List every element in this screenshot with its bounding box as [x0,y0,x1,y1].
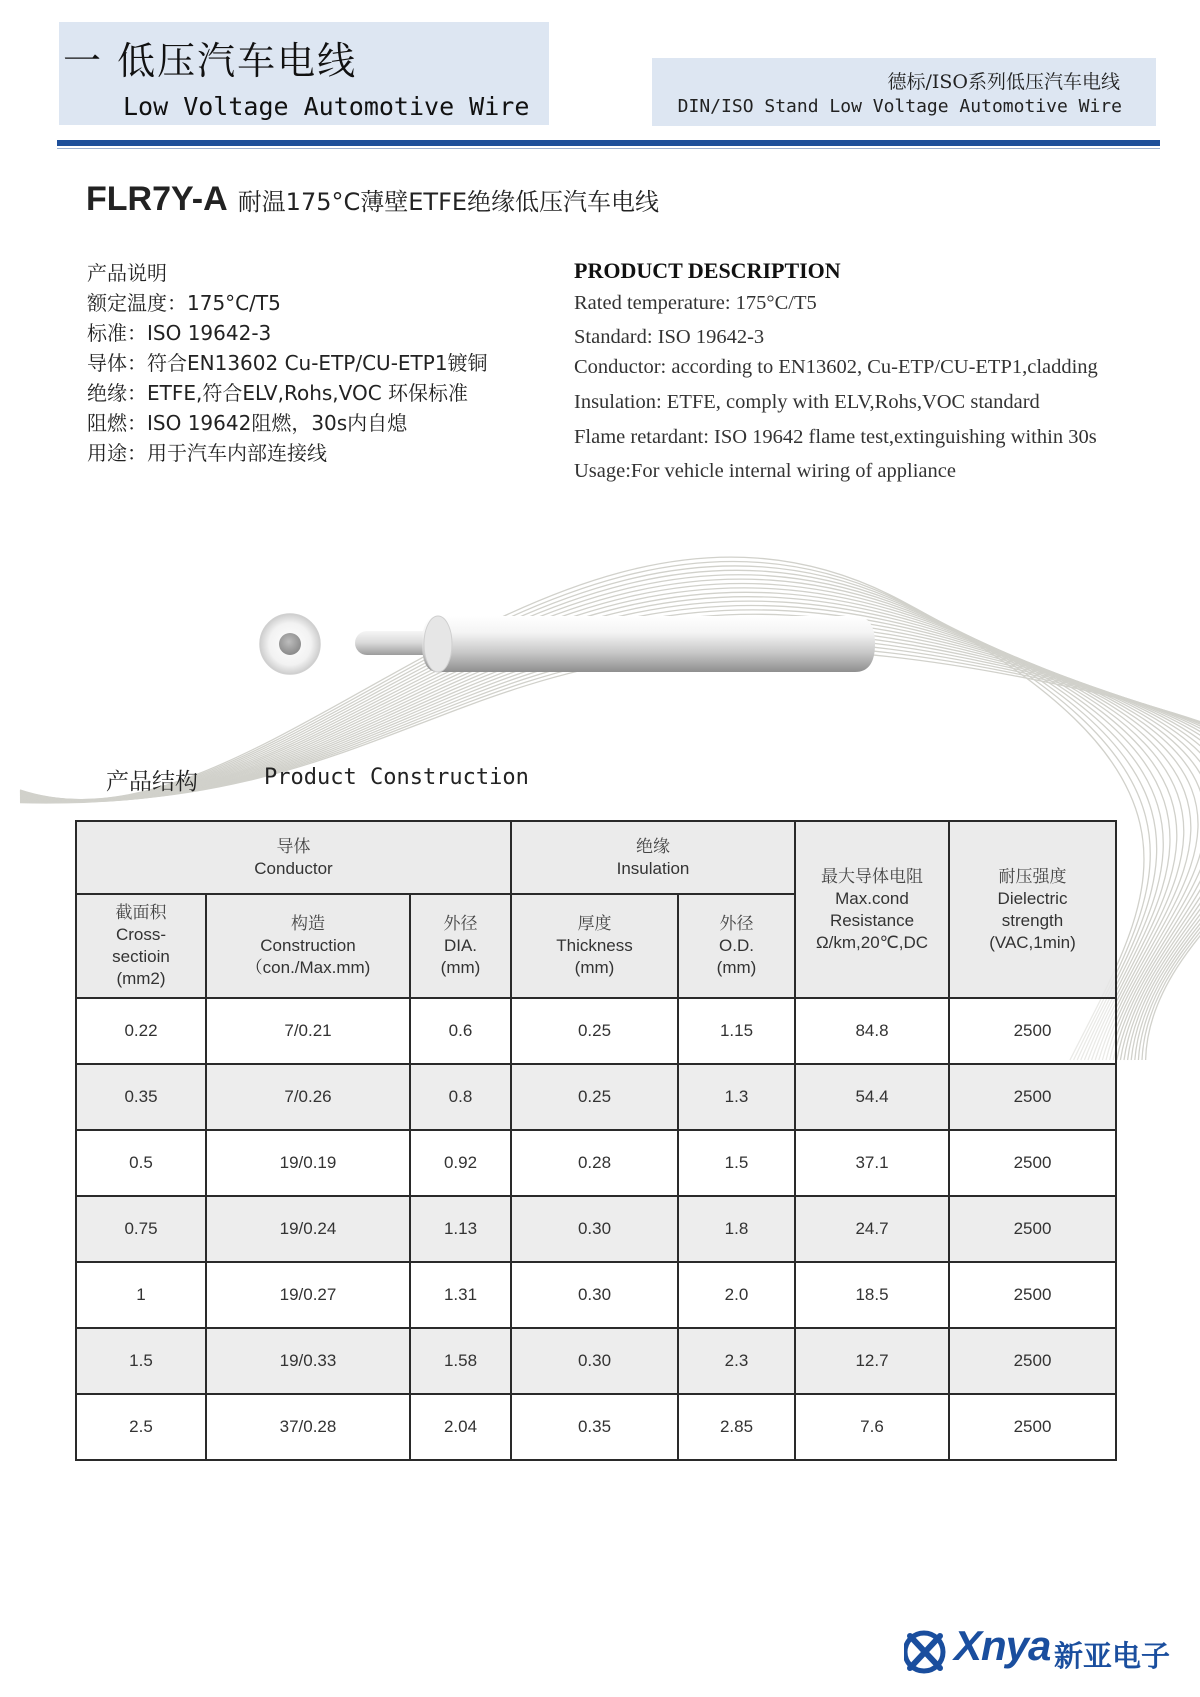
table-cell: 0.8 [410,1064,511,1130]
table-cell: 19/0.27 [206,1262,410,1328]
header-group-insulation-en: Insulation [616,858,690,878]
brand-name-en: Xnya [954,1622,1051,1669]
table-cell: 1.5 [76,1328,206,1394]
table-cell: 2500 [949,1328,1116,1394]
brand-name-cn: 新亚电子 [1054,1639,1171,1673]
description-cn-line: 用途：用于汽车内部连接线 [87,441,327,465]
table-cell: 19/0.24 [206,1196,410,1262]
description-cn-line: 标准：ISO 19642-3 [87,321,272,345]
table-row [76,1130,1116,1196]
table-cell: 1.13 [410,1196,511,1262]
header-dia [410,894,511,998]
table-cell: 2500 [949,998,1116,1064]
table-cell: 18.5 [795,1262,949,1328]
table-cell: 7.6 [795,1394,949,1460]
table-cell: 7/0.21 [206,998,410,1064]
description-en-heading: PRODUCT DESCRIPTION [574,258,841,283]
table-row [76,998,1116,1064]
product-title [86,180,659,219]
table-row [76,1196,1116,1262]
header-max-resistance-en: Max.cond Resistance Ω/km,20℃,DC [815,888,929,952]
header-dia-cn: 外径 [443,914,478,934]
header-construction-cn: 构造 [291,914,325,934]
header-divider-thin [57,148,1160,149]
header-dia-en: DIA. (mm) [440,936,481,977]
description-en-line: Insulation: ETFE, comply with ELV,Rohs,VOC standard [574,391,1040,413]
construction-heading-cn: 产品结构 [106,769,198,795]
table-cell: 0.30 [511,1262,678,1328]
construction-heading-en: Product Construction [264,765,529,790]
header-construction [206,894,410,998]
table-cell: 0.30 [511,1328,678,1394]
table-cell: 37/0.28 [206,1394,410,1460]
header-cross-section-en: Cross-sectioin (mm2) [112,925,170,988]
header-series-cn: 德标/ISO系列低压汽车电线 [887,71,1120,93]
table-cell: 0.22 [76,998,206,1064]
header-group-insulation-cn: 绝缘 [636,836,670,857]
table-cell: 2500 [949,1130,1116,1196]
description-en-line: Conductor: according to EN13602, Cu-ETP/CU-ETP1,cladding [574,356,1098,378]
table-cell: 2.5 [76,1394,206,1460]
table-cell: 1.3 [678,1064,795,1130]
description-cn-heading: 产品说明 [87,261,167,285]
description-cn [87,258,488,468]
table-cell: 0.30 [511,1196,678,1262]
header-thickness-cn: 厚度 [577,914,612,934]
product-name-cn: 耐温175°C薄壁ETFE绝缘低压汽车电线 [237,188,660,216]
header-series-en: DIN/ISO Stand Low Voltage Automotive Wire [677,96,1122,117]
table-cell: 0.35 [76,1064,206,1130]
table-cell: 54.4 [795,1064,949,1130]
table-cell: 19/0.33 [206,1328,410,1394]
header-od-en: O.D. (mm) [716,936,757,977]
table-cell: 1.8 [678,1196,795,1262]
header-max-resistance [795,821,949,998]
header-group-conductor-cn: 导体 [276,836,311,857]
table-cell: 1.58 [410,1328,511,1394]
header-title-cn: 一 低压汽车电线 [63,39,358,83]
description-cn-line: 导体：符合EN13602 Cu-ETP/CU-ETP1镀铜 [87,351,488,375]
header-max-resistance-cn: 最大导体电阻 [821,866,923,887]
table-cell: 2.3 [678,1328,795,1394]
header-cross-section [76,894,206,998]
header-od-cn: 外径 [719,914,754,934]
table-cell: 1 [76,1262,206,1328]
description-cn-line: 阻燃：ISO 19642阻燃，30s内自熄 [87,411,408,435]
table-cell: 0.25 [511,998,678,1064]
header-od [678,894,795,998]
description-en-line: Flame retardant: ISO 19642 flame test,extinguishing within 30s [574,426,1097,448]
description-en-line: Standard: ISO 19642-3 [574,326,765,348]
description-cn-line: 额定温度：175°C/T5 [87,291,281,315]
description-cn-line: 绝缘：ETFE,符合ELV,Rohs,VOC 环保标准 [87,381,469,405]
table-cell: 0.75 [76,1196,206,1262]
table-cell: 2.0 [678,1262,795,1328]
header-title-en: Low Voltage Automotive Wire [123,92,530,121]
header-group-insulation [511,821,795,894]
table-cell: 2.85 [678,1394,795,1460]
table-cell: 84.8 [795,998,949,1064]
product-code: FLR7Y-A [86,180,228,218]
header-cross-section-cn: 截面积 [115,903,167,923]
header-thickness-en: Thickness (mm) [556,936,633,977]
table-cell: 7/0.26 [206,1064,410,1130]
header-group-conductor-en: Conductor [254,858,333,878]
specification-table [75,820,1117,1461]
table-cell: 2500 [949,1394,1116,1460]
header-construction-en: Construction （con./Max.mm) [245,936,371,977]
table-cell: 37.1 [795,1130,949,1196]
table-cell: 2500 [949,1064,1116,1130]
header-dielectric-strength-en: Dielectric strength (VAC,1min) [989,888,1076,952]
table-cell: 2500 [949,1262,1116,1328]
description-en-line: Usage:For vehicle internal wiring of appliance [574,460,956,482]
table-cell: 1.15 [678,998,795,1064]
header-dielectric-strength [949,821,1116,998]
table-cell: 0.6 [410,998,511,1064]
header-dielectric-strength-cn: 耐压强度 [998,866,1067,887]
table-row [76,1328,1116,1394]
table-cell: 0.5 [76,1130,206,1196]
header-divider [57,140,1160,146]
table-row [76,1394,1116,1460]
table-row [76,1064,1116,1130]
table-cell: 0.25 [511,1064,678,1130]
table-cell: 0.28 [511,1130,678,1196]
table-row [76,1262,1116,1328]
table-cell: 19/0.19 [206,1130,410,1196]
table-cell: 2500 [949,1196,1116,1262]
table-cell: 2.04 [410,1394,511,1460]
table-cell: 0.35 [511,1394,678,1460]
table-cell: 24.7 [795,1196,949,1262]
description-en-line: Rated temperature: 175°C/T5 [574,292,817,314]
table-cell: 1.31 [410,1262,511,1328]
header-group-conductor [76,821,511,894]
table-cell: 0.92 [410,1130,511,1196]
header-thickness [511,894,678,998]
table-cell: 1.5 [678,1130,795,1196]
table-cell: 12.7 [795,1328,949,1394]
wire-illustration [250,600,880,700]
